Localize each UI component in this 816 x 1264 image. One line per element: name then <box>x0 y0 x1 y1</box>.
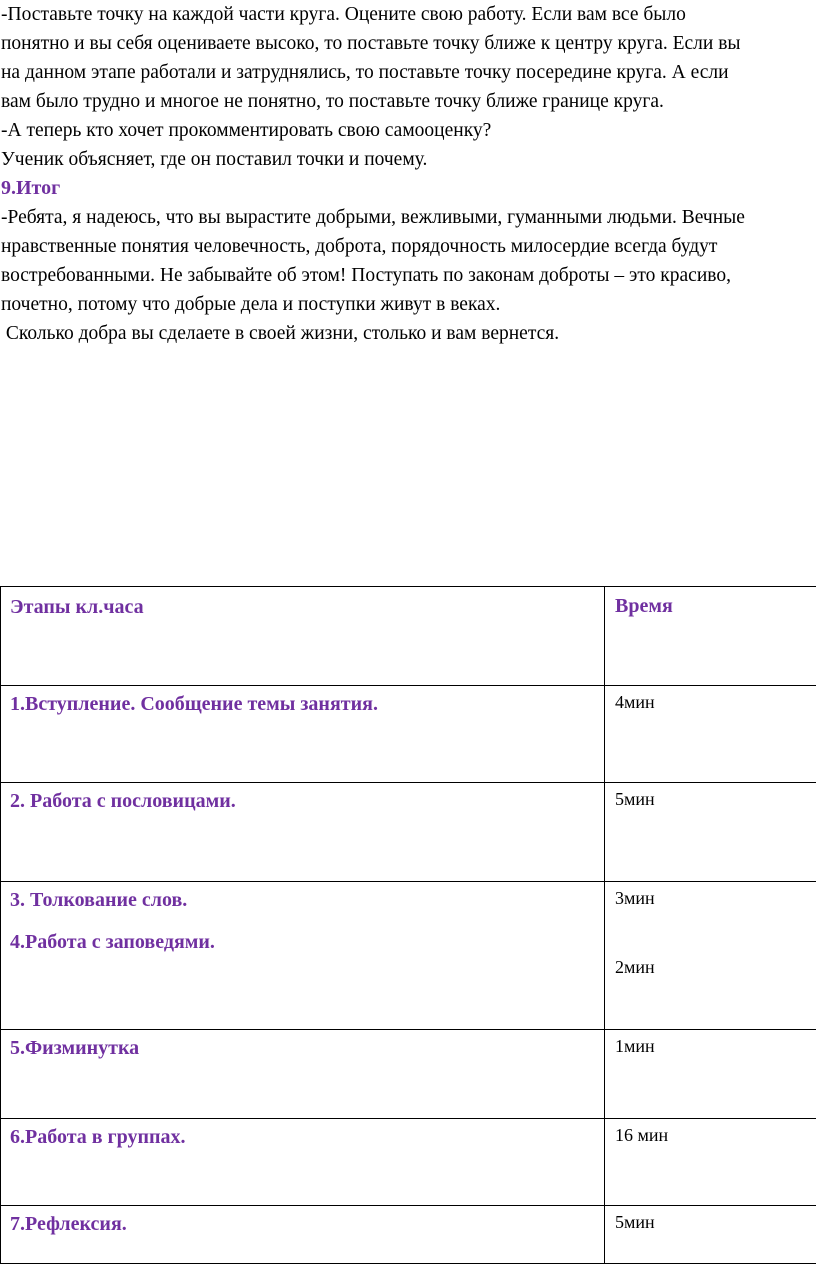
time-value: 2мин <box>615 957 655 977</box>
header-stage-label: Этапы кл.часа <box>10 596 144 618</box>
time-cell <box>605 686 816 783</box>
stage-label: 4.Работа с заповедями. <box>10 931 215 953</box>
stage-cell <box>1 1030 605 1119</box>
paragraph-line: Ученик объясняет, где он поставил точки и почему. <box>1 149 428 170</box>
conclusion-line: -Ребята, я надеюсь, что вы вырастите добрыми, вежливыми, гуманными людьми. Вечные <box>1 207 745 228</box>
section-heading: 9.Итог <box>1 177 61 199</box>
time-cell <box>605 1030 816 1119</box>
paragraph-line: вам было трудно и многое не понятно, то поставьте точку ближе границе круга. <box>1 91 664 112</box>
stage-label: 7.Рефлексия. <box>10 1213 127 1235</box>
stage-cell <box>1 783 605 882</box>
header-cell-time <box>605 587 816 686</box>
time-value: 1мин <box>615 1036 655 1056</box>
table-row <box>1 1206 816 1264</box>
table-row <box>1 1119 816 1206</box>
conclusion-line: востребованными. Не забывайте об этом! Поступать по законам доброты – это красиво, <box>1 265 731 286</box>
header-time-label: Время <box>615 595 673 617</box>
stage-cell <box>1 1206 605 1264</box>
lesson-plan-table <box>0 586 816 1264</box>
time-value: 16 мин <box>615 1125 669 1145</box>
time-value: 4мин <box>615 692 655 712</box>
stage-cell <box>1 1119 605 1206</box>
time-cell <box>605 882 816 1030</box>
stage-label: 3. Толкование слов. <box>10 889 188 911</box>
conclusion-line: Сколько добра вы сделаете в своей жизни, столько и вам вернется. <box>1 323 560 344</box>
stage-cell <box>1 882 605 1030</box>
conclusion-line: нравственные понятия человечность, доброта, порядочность милосердие всегда будут <box>1 236 718 257</box>
time-value: 5мин <box>615 1212 655 1232</box>
paragraph-line: понятно и вы себя оцениваете высоко, то поставьте точку ближе к центру круга. Если вы <box>1 33 741 54</box>
stage-label: 2. Работа с пословицами. <box>10 790 236 812</box>
time-cell <box>605 1119 816 1206</box>
stage-label-group <box>1 882 604 954</box>
table-row <box>1 686 816 783</box>
time-value-group <box>605 882 816 978</box>
paragraph-line: -Поставьте точку на каждой части круга. Оцените свою работу. Если вам все было <box>1 4 686 25</box>
table-header-row <box>1 587 816 686</box>
paragraph-line: -А теперь кто хочет прокомментировать свою самооценку? <box>1 120 492 141</box>
paragraph-line: на данном этапе работали и затруднялись, то поставьте точку посередине круга. А если <box>1 62 729 83</box>
table-row <box>1 882 816 1030</box>
table-row <box>1 1030 816 1119</box>
lesson-text <box>0 0 816 348</box>
time-cell <box>605 1206 816 1264</box>
time-value: 5мин <box>615 789 655 809</box>
stage-label: 6.Работа в группах. <box>10 1126 186 1148</box>
stage-label: 1.Вступление. Сообщение темы занятия. <box>10 693 378 715</box>
header-cell-stage <box>1 587 605 686</box>
time-value: 3мин <box>615 888 655 908</box>
conclusion-line: почетно, потому что добрые дела и поступки живут в веках. <box>1 294 501 315</box>
table-row <box>1 783 816 882</box>
stage-cell <box>1 686 605 783</box>
time-cell <box>605 783 816 882</box>
stage-label: 5.Физминутка <box>10 1037 140 1059</box>
